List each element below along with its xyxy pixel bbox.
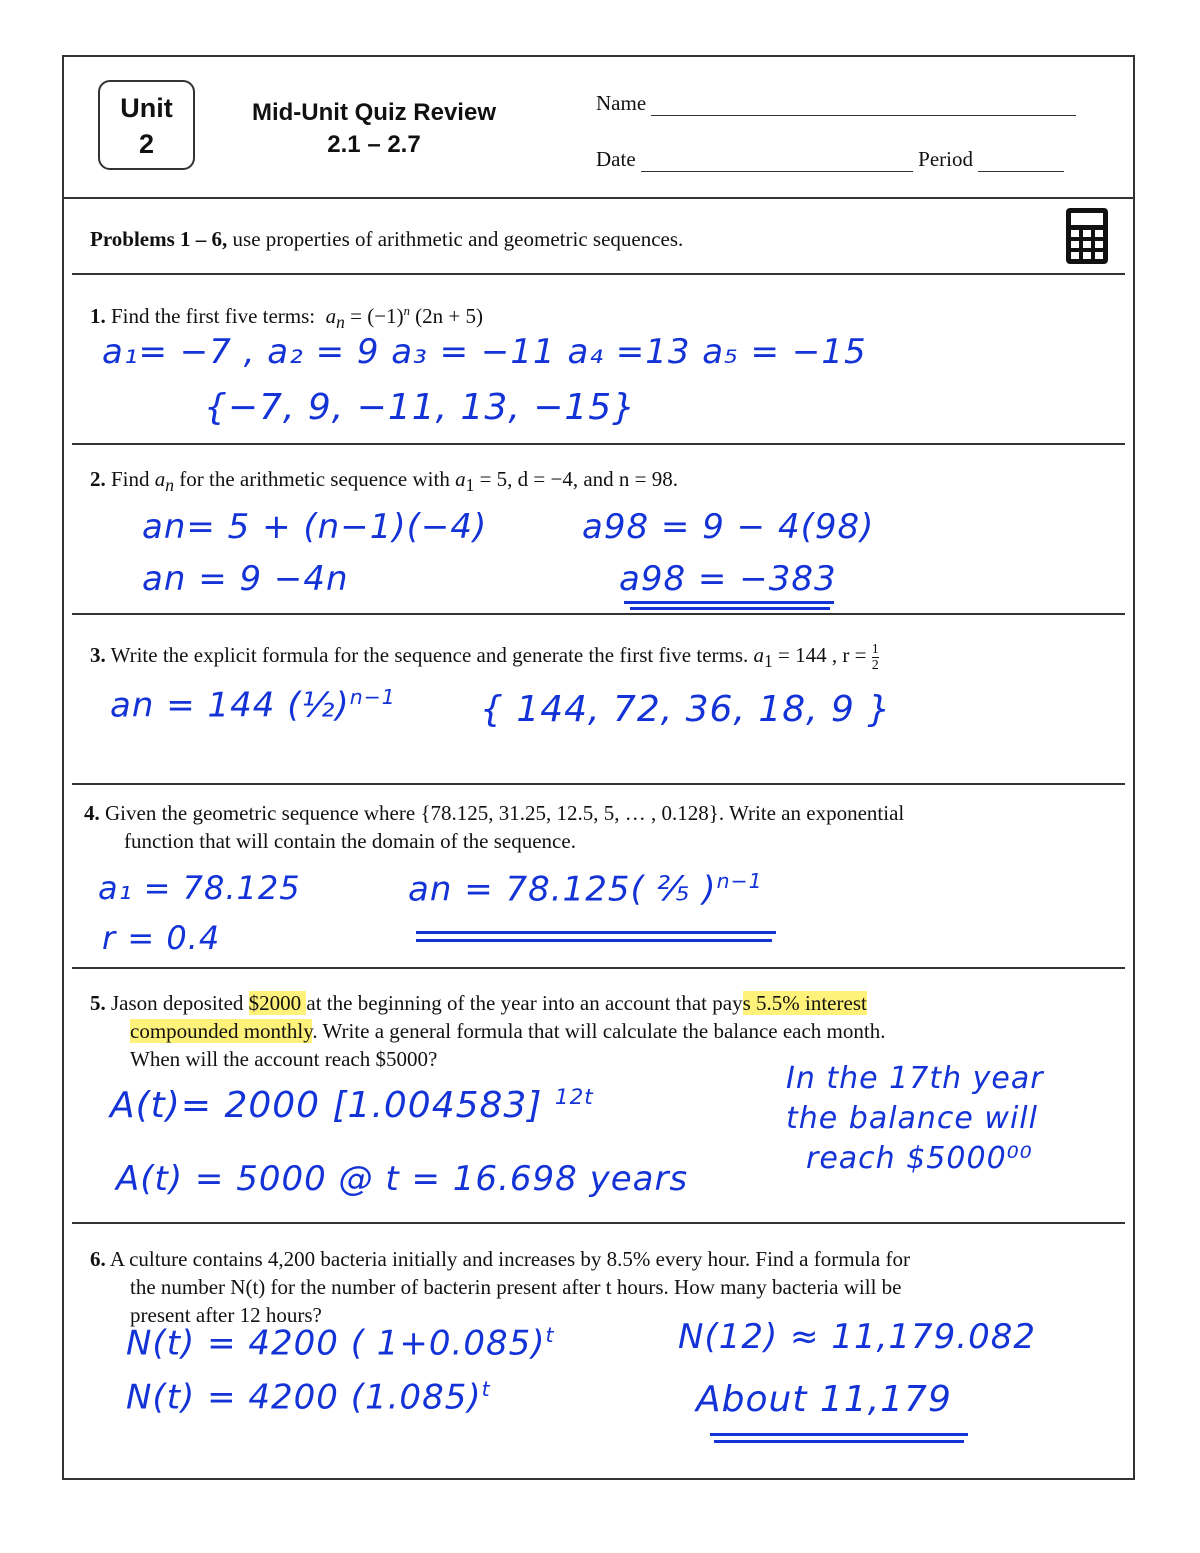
p4-formula-exp: n−1 xyxy=(716,869,763,893)
name-line xyxy=(651,95,1076,116)
divider-5 xyxy=(72,967,1125,969)
formula-rest: = (−1) xyxy=(344,304,404,328)
problem-text-3: . Write a general formula that will calculate the balance each month. xyxy=(312,1019,886,1043)
p5-side-line-2: the balance will xyxy=(786,1101,1038,1136)
formula-var: a xyxy=(325,304,337,328)
problem-text-mid: for the arithmetic sequence with xyxy=(179,467,450,491)
problem-text: Write the explicit formula for the sequence and generate the first five terms. xyxy=(110,643,749,667)
fraction-denominator: 2 xyxy=(871,657,879,673)
p6-underline-1 xyxy=(710,1433,968,1436)
highlight-compounding: compounded monthly xyxy=(130,1019,313,1043)
p3-formula-exp: n−1 xyxy=(349,685,396,709)
problem-line-1: A culture contains 4,200 bacteria initially and increases by 8.5% every hour. Find a formula for xyxy=(109,1247,910,1271)
p2-work-left-1: an= 5 + (n−1)(−4) xyxy=(142,507,488,547)
p6-work-left-1 xyxy=(126,1323,555,1363)
page-title xyxy=(224,97,524,161)
fraction-numerator: 1 xyxy=(871,641,879,657)
unit-label: Unit xyxy=(120,93,173,123)
date-field xyxy=(596,147,1064,172)
problem-number: 1. xyxy=(90,304,106,328)
divider-6 xyxy=(72,1222,1125,1224)
instructions-text: use properties of arithmetic and geometric sequences. xyxy=(232,227,684,251)
p2-work-right-1: a98 = 9 − 4(98) xyxy=(582,507,875,547)
problem-line-2: the number N(t) for the number of bacterin present after t hours. How many bacteria will be xyxy=(130,1275,902,1299)
title-line-1: Mid-Unit Quiz Review xyxy=(251,99,496,126)
date-label: Date xyxy=(596,147,636,171)
p6-underline-2 xyxy=(714,1440,964,1443)
p1-work-set: {−7, 9, −11, 13, −15} xyxy=(204,387,637,428)
instructions-bold: Problems 1 – 6, xyxy=(90,227,228,251)
divider-1 xyxy=(72,273,1125,275)
problem-text-pre: Find xyxy=(111,467,150,491)
name-label: Name xyxy=(596,91,647,115)
problem-line-3: When will the account reach $5000? xyxy=(130,1047,438,1071)
divider-4 xyxy=(72,783,1125,785)
p5-work-solution: A(t) = 5000 @ t = 16.698 years xyxy=(116,1159,689,1199)
p6-work-right-1: N(12) ≈ 11,179.082 xyxy=(678,1317,1036,1357)
p6-work-left-2 xyxy=(126,1377,491,1417)
problem-text: Find the first five terms: xyxy=(111,304,316,328)
divider-3 xyxy=(72,613,1125,615)
problem-text-2: at the beginning of the year into an account that pay xyxy=(306,991,743,1015)
p4-work-r: r = 0.4 xyxy=(102,919,221,957)
p5-side-line-1: In the 17th year xyxy=(786,1061,1044,1096)
unit-number: 2 xyxy=(138,129,155,159)
calculator-icon xyxy=(1065,207,1109,265)
p4-underline-1 xyxy=(416,931,776,934)
p2-work-left-2: an = 9 −4n xyxy=(142,559,349,599)
period-line xyxy=(978,151,1064,172)
p4-work-a1: a₁ = 78.125 xyxy=(98,869,301,907)
title-line-2: 2.1 – 2.7 xyxy=(327,131,421,158)
problem-number: 2. xyxy=(90,467,106,491)
p3-work-terms: { 144, 72, 36, 18, 9 } xyxy=(480,689,892,730)
problem-2: 2. Find $a_n$ for the arithmetic sequence with $a_1 = 5$, d = −4, and n = 98. xyxy=(90,467,679,496)
formula-exp: n xyxy=(403,304,410,318)
problem-line-2: function that will contain the domain of the sequence. xyxy=(124,829,576,853)
highlight-amount: $2000 xyxy=(248,991,307,1015)
instructions xyxy=(90,227,683,252)
p2-underline-1 xyxy=(624,601,834,604)
problem-number: 6. xyxy=(90,1247,106,1271)
p3-formula-base: an = 144 (½) xyxy=(110,685,350,726)
problem-4 xyxy=(84,799,1084,855)
problem-line-3: present after 12 hours? xyxy=(130,1303,322,1327)
p2-work-right-2: a98 = −383 xyxy=(619,559,837,599)
p4-work-formula xyxy=(408,869,763,909)
formula-sub: n xyxy=(336,312,345,333)
formula-end: (2n + 5) xyxy=(409,304,483,328)
divider-2 xyxy=(72,443,1125,445)
p6-left-1-exp: t xyxy=(545,1323,555,1347)
p5-work-formula xyxy=(110,1085,594,1126)
problem-text-1: Jason deposited xyxy=(111,991,249,1015)
problem-3: 3. Write the explicit formula for the sequence and generate the first five terms. $a_1 = 144$ , r = $\frac{1}{2}$ xyxy=(90,641,879,673)
problem-1 xyxy=(90,297,1090,336)
p6-left-2-base: N(t) = 4200 (1.085) xyxy=(126,1377,482,1418)
p6-left-1-base: N(t) = 4200 ( 1+0.085) xyxy=(126,1323,546,1364)
header-divider xyxy=(64,197,1133,199)
p5-side-line-3: reach $5000⁰⁰ xyxy=(806,1141,1033,1176)
problem-number: 3. xyxy=(90,643,106,667)
p2-underline-2 xyxy=(630,607,830,610)
problem-number: 5. xyxy=(90,991,106,1015)
unit-badge xyxy=(98,80,195,170)
highlight-rate: s 5.5% interest xyxy=(742,991,867,1015)
problem-number: 4. xyxy=(84,801,100,825)
fraction-one-half xyxy=(872,642,879,673)
problem-values: = 144 , r = xyxy=(778,643,867,667)
p6-left-2-exp: t xyxy=(481,1377,491,1401)
p4-formula-base: an = 78.125( ⅖ ) xyxy=(408,869,717,910)
problem-values: = 5, d = −4, and n = 98. xyxy=(479,467,679,491)
p4-underline-2 xyxy=(416,939,772,942)
problem-line-1: Given the geometric sequence where {78.125, 31.25, 12.5, 5, … , 0.128}. Write an exponential xyxy=(105,801,905,825)
date-line xyxy=(641,151,913,172)
name-field xyxy=(596,91,1076,116)
p5-formula-base: A(t)= 2000 [1.004583] xyxy=(110,1085,543,1126)
worksheet-page xyxy=(62,55,1135,1480)
p5-formula-exp: 12t xyxy=(554,1085,594,1110)
p6-work-right-2: About 11,179 xyxy=(696,1379,952,1420)
p1-work-terms: a₁= −7 , a₂ = 9 a₃ = −11 a₄ =13 a₅ = −15 xyxy=(102,332,867,372)
period-label: Period xyxy=(918,147,973,171)
p3-work-formula xyxy=(110,685,396,725)
